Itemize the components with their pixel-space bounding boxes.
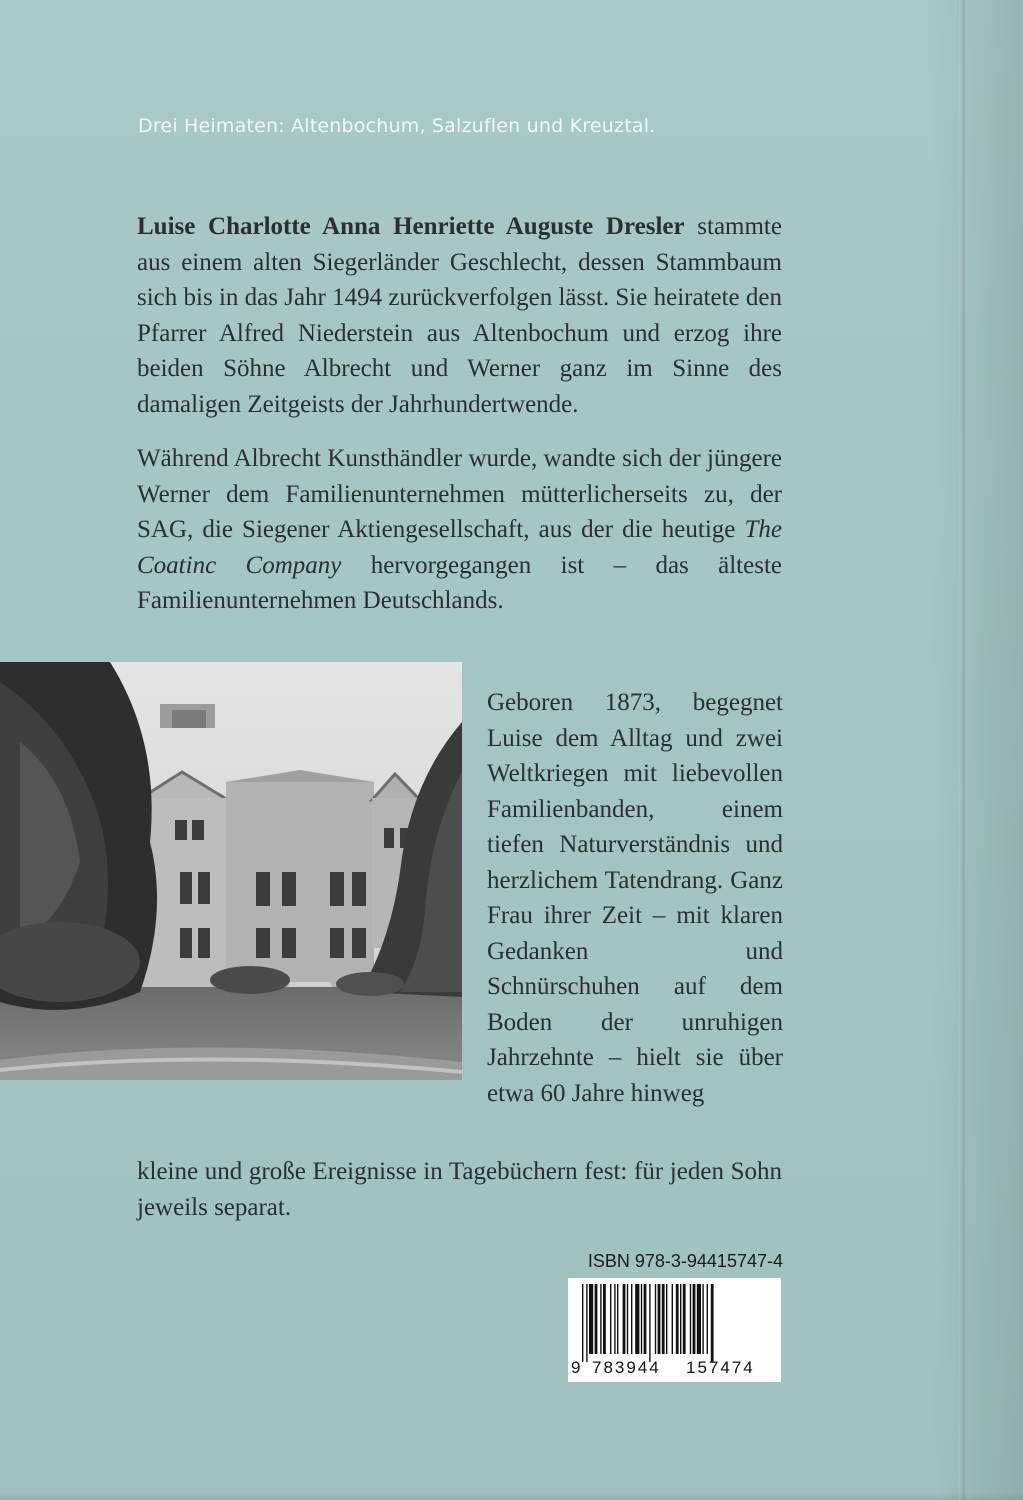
spine-hinge: [959, 0, 965, 1500]
barcode-bar: [623, 1284, 626, 1354]
protagonist-name: Luise Charlotte Anna Henriette Auguste Dresler: [137, 213, 685, 240]
barcode-bar: [711, 1284, 714, 1362]
barcode-bar: [707, 1284, 708, 1354]
barcode-bar: [644, 1284, 647, 1354]
paragraph-sons: [137, 441, 782, 619]
spine-shadow: [931, 0, 1023, 1500]
barcode-bar: [635, 1284, 639, 1354]
cover-edge: [0, 1492, 1023, 1500]
barcode-bar: [589, 1284, 593, 1354]
company-name: The Coatinc Company: [137, 516, 782, 579]
barcode-bar: [655, 1284, 656, 1354]
paragraph-life-column: [487, 685, 783, 1111]
barcode-bar: [693, 1284, 696, 1354]
barcode-bar: [658, 1284, 661, 1354]
barcode-bar: [680, 1284, 681, 1354]
life-column-text: Geboren 1873, begegnet Luise dem Alltag und zwei Weltkriegen mit liebevollen Familienbanden, einem tiefen Naturverständnis und herzlichem Tatendrang. Ganz Frau ihrer Zeit – mit klaren Gedanken und Schnürschuhen auf dem Boden der unruhigen Jahrzehnte – hielt sie über etwa 60 Jahre hinweg: [487, 689, 783, 1107]
intro-text: stammte aus einem alten Siegerländer Geschlecht, dessen Stammbaum sich bis in das Jahr 1494 zurückverfolgen lässt. Sie heiratete den Pfarrer Alfred Niederstein aus Altenbochum und erzog ihre beiden Söhne Albrecht und Werner ganz im Sinne des damaligen Zeitgeists der Jahrhundertwende.: [137, 213, 782, 418]
barcode-bar: [697, 1284, 701, 1354]
isbn-barcode: [568, 1278, 781, 1382]
barcode-bar: [627, 1284, 628, 1354]
barcode-bar: [672, 1284, 673, 1354]
paragraph-intro: [137, 209, 782, 422]
barcode-bar: [631, 1284, 632, 1354]
barcode-bar: [666, 1284, 667, 1354]
barcode-bar: [702, 1284, 703, 1354]
barcode-bar: [595, 1284, 598, 1354]
sons-text-end: hervorgegangen ist – das älteste Familienunternehmen Deutschlands.: [137, 551, 782, 614]
tagline: Drei Heimaten: Altenbochum, Salzuflen und Kreuztal.: [138, 115, 656, 137]
paragraph-life-full: [137, 1129, 782, 1250]
barcode-bar: [586, 1284, 587, 1362]
barcode-bar: [662, 1284, 665, 1354]
barcode-bar: [617, 1284, 618, 1354]
barcode-bar: [690, 1284, 691, 1354]
barcode-right-digits: 157474: [686, 1358, 755, 1377]
barcode-bar: [582, 1284, 583, 1362]
sons-text-start: Während Albrecht Kunsthändler wurde, wandte sich der jüngere Werner dem Familienunternehmen mütterlicherseits zu, der SAG, die Siegener Aktiengesellschaft, aus der die heutige: [137, 445, 782, 543]
barcode-bar: [600, 1284, 601, 1354]
isbn-label: ISBN 978-3-94415747-4: [587, 1251, 783, 1271]
barcode-bar: [641, 1284, 642, 1354]
barcode-bar: [610, 1284, 611, 1354]
barcode-bar: [683, 1284, 686, 1354]
barcode-lead-digit: 9: [571, 1358, 581, 1377]
barcode-left-digits: 783944: [592, 1358, 661, 1377]
barcode-bar: [676, 1284, 679, 1354]
life-full-text: kleine und große Ereignisse in Tagebüchern fest: für jeden Sohn jeweils separat.: [137, 1158, 782, 1221]
barcode-bar: [649, 1284, 650, 1362]
barcode-bar: [603, 1284, 606, 1354]
villa-photo: [0, 662, 462, 1080]
barcode-bar: [614, 1284, 615, 1354]
